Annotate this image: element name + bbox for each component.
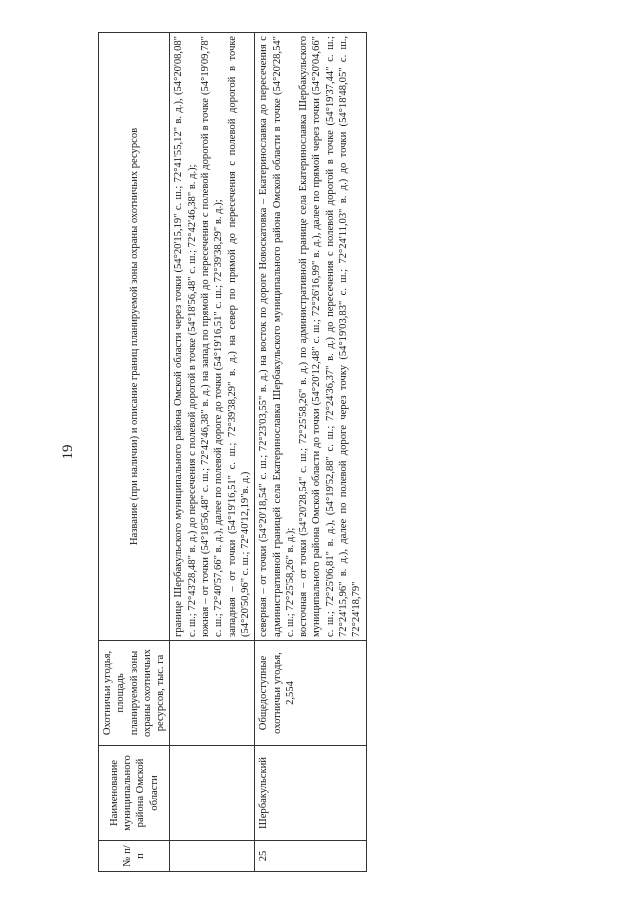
rotated-page xyxy=(60,32,580,872)
boundary-segment: северная – от точки (54°20'18,54" с. ш.; 72°23'03,55" в. д.) на восток по дороге Новоскатовка – Екатеринославка до пересечения с административной границей села Екатеринославка Шербакульского муниципального района Омской области в точке (54°20'28,54" с. ш.; 72°25'58,26" в. д.); xyxy=(258,36,296,637)
page-number: 19 xyxy=(60,444,76,460)
header-district: Наименование муниципального района Омской области xyxy=(99,746,170,841)
header-num: № п/п xyxy=(99,841,170,872)
header-boundary: Название (при наличии) и описание границ планируемой зоны охраны охотничьих ресурсов xyxy=(99,33,170,641)
row1-boundary xyxy=(170,33,255,641)
row1-district xyxy=(170,746,255,841)
header-area: Охотничьи угодья, площадь планируемой зоны охраны охотничьих ресурсов, тыс. га xyxy=(99,641,170,746)
row1-area xyxy=(170,641,255,746)
row2-num: 25 xyxy=(255,841,366,872)
row1-num xyxy=(170,841,255,872)
row2-area: Общедоступные охотничьи угодья, 2,554 xyxy=(255,641,366,746)
table-row xyxy=(170,33,255,872)
boundary-segment: западная – от точки (54°19'16,51" с. ш.; 72°39'38,29" в. д.) на север по прямой до пересечения с полевой дорогой в точке (54°20'50,96" с. ш.; 72°40'12,19"в. д.) xyxy=(226,36,251,637)
row2-district: Шербакульский xyxy=(255,746,366,841)
row2-boundary xyxy=(255,33,366,641)
boundary-segment: восточная – от точки (54°20'28,54" с. ш.; 72°25'58,26" в. д.) по административной границе села Екатеринославка Шербакульского муниципального района Омской области до точки (54°20'12,48" с. ш.; 72°26'16,99" в. д.), далее по прямой через точки (54°20'04,66" с. ш.; 72°25'06,81" в. д.), (54°19'52,88" с. ш.; 72°24'36,37" в. д.) до пересечения с полевой дорогой в точке (54°19'37,44" с. ш.; 72°24'15,96" в. д.), далее по полевой дороге через точку (54°19'03,83" с. ш.; 72°24'11,03" в. д.) до точки (54°18'48,05" с. ш., 72°24'18,79" xyxy=(298,36,363,637)
table-row xyxy=(255,33,366,872)
boundary-segment: южная – от точки (54°18'56,48" с. ш.; 72°42'46,38" в. д.) на запад по прямой до пересечения с полевой дорогой в точке (54°19'09,78" с. ш.; 72°40'57,66" в. д.), далее по полевой дороге до точки (54°19'16,51" с. ш.; 72°39'38,29" в. д.); xyxy=(200,36,225,637)
table-header-row xyxy=(99,33,170,872)
hunting-zones-table xyxy=(98,32,367,872)
boundary-segment: границе Шербакульского муниципального района Омской области через точки (54°20'15,19" с. ш.; 72°41'55,12" в. д.), (54°20'08,08" с. ш.; 72°43'28,48" в. д.) до пересечения с полевой дорогой в точке (54°18'56,48" с. ш.; 72°42'46,38" в. д.); xyxy=(173,36,198,637)
